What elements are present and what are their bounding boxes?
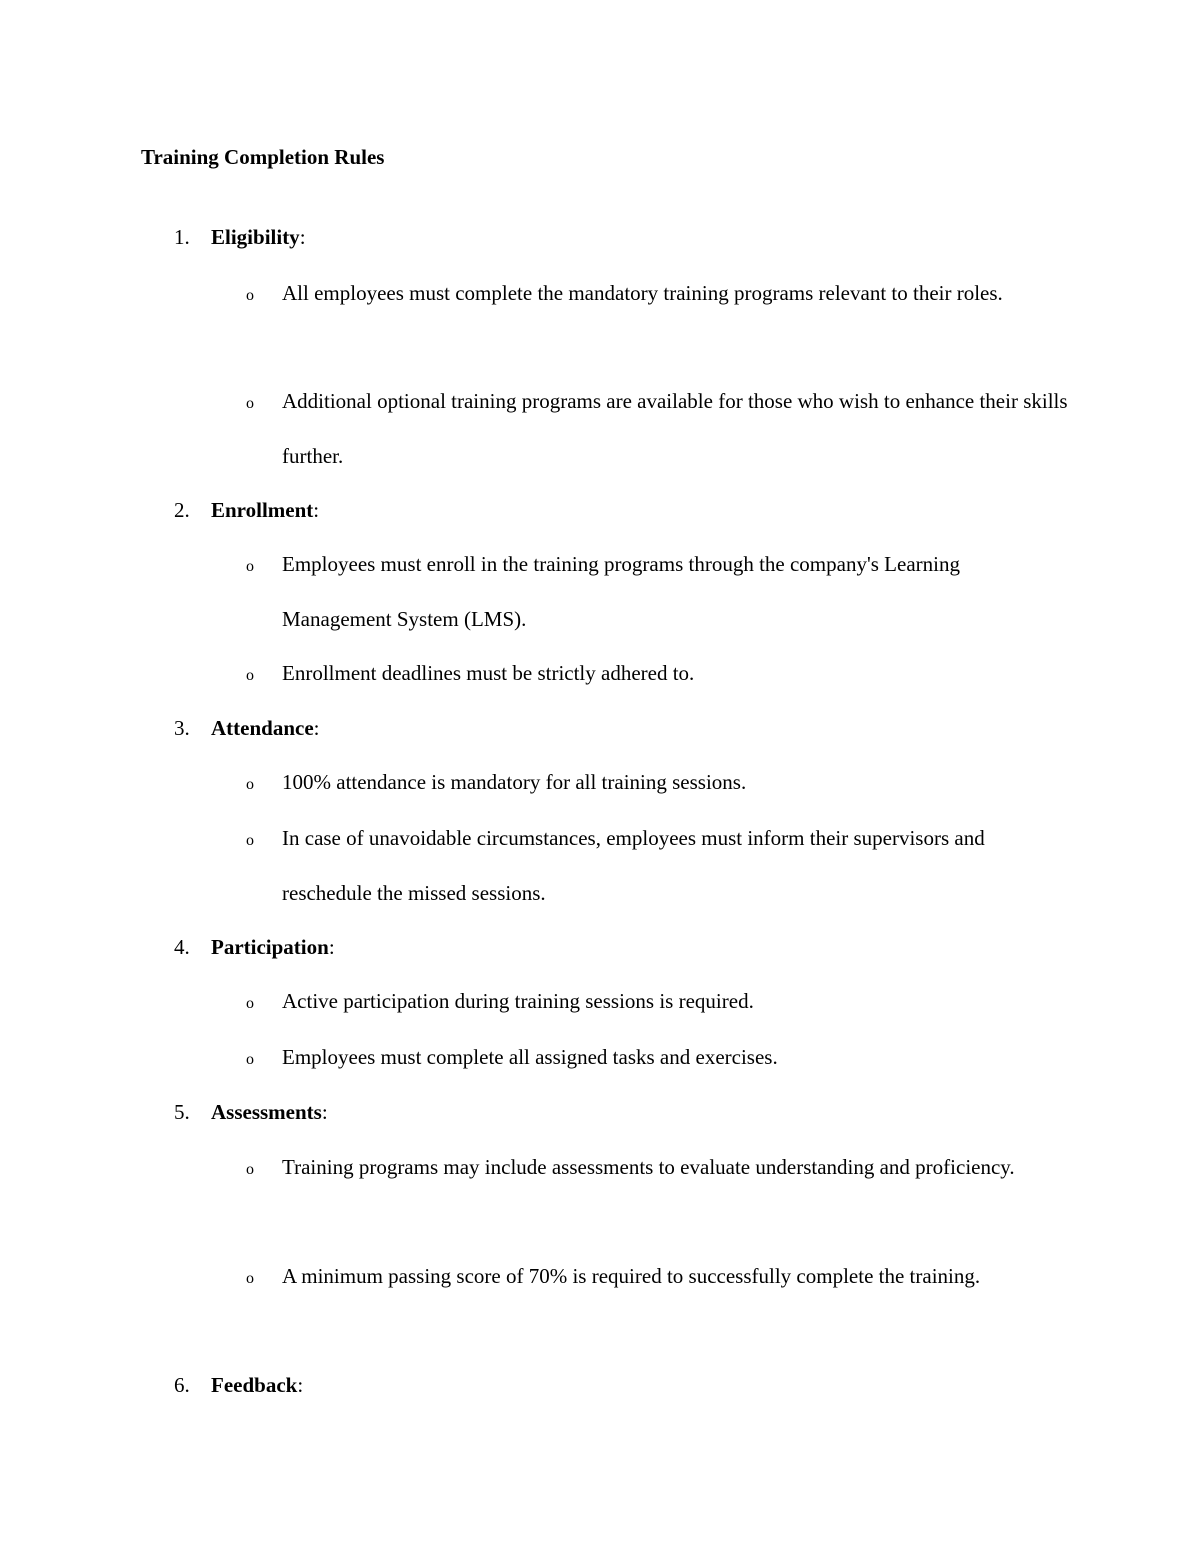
section-heading xyxy=(211,1371,303,1399)
bullet-icon: o xyxy=(246,1161,254,1178)
bullet-text: A minimum passing score of 70% is required to successfully complete the training. xyxy=(282,1264,981,1288)
bullet-text: 100% attendance is mandatory for all training sessions. xyxy=(282,770,747,794)
bullet-icon: o xyxy=(246,287,254,304)
bullet-icon: o xyxy=(246,832,254,849)
section-number: 5. xyxy=(174,1100,190,1124)
heading-colon: : xyxy=(328,935,335,959)
section-number: 6. xyxy=(174,1373,190,1397)
bullet-text: Employees must complete all assigned tasks and exercises. xyxy=(282,1045,778,1069)
section-heading-label: Eligibility xyxy=(211,225,300,249)
section-number: 3. xyxy=(174,716,190,740)
heading-colon: : xyxy=(321,1100,328,1124)
bullet-icon: o xyxy=(246,1051,254,1068)
heading-colon: : xyxy=(299,225,306,249)
section-heading xyxy=(211,223,306,251)
heading-colon: : xyxy=(313,498,320,522)
bullet-text: Additional optional training programs are available for those who wish to enhance their skills further. xyxy=(282,389,1068,468)
bullet-icon: o xyxy=(246,995,254,1012)
section-heading-label: Feedback xyxy=(211,1373,298,1397)
section-heading-label: Participation xyxy=(211,935,329,959)
document-title: Training Completion Rules xyxy=(141,145,385,169)
section-heading xyxy=(211,933,335,961)
section-heading-label: Enrollment xyxy=(211,498,314,522)
section-number: 1. xyxy=(174,225,190,249)
section-heading-label: Attendance xyxy=(211,716,314,740)
bullet-icon: o xyxy=(246,395,254,412)
section-heading xyxy=(211,714,320,742)
bullet-text: All employees must complete the mandatory training programs relevant to their roles. xyxy=(282,281,1003,305)
section-heading xyxy=(211,1098,328,1126)
bullet-text: Training programs may include assessments to evaluate understanding and proficiency. xyxy=(282,1155,1015,1179)
section-number: 2. xyxy=(174,498,190,522)
section-number: 4. xyxy=(174,935,190,959)
heading-colon: : xyxy=(297,1373,304,1397)
bullet-text: Enrollment deadlines must be strictly adhered to. xyxy=(282,661,695,685)
heading-colon: : xyxy=(313,716,320,740)
section-heading-label: Assessments xyxy=(211,1100,322,1124)
bullet-text: Active participation during training sessions is required. xyxy=(282,989,754,1013)
bullet-icon: o xyxy=(246,1270,254,1287)
bullet-text: In case of unavoidable circumstances, employees must inform their supervisors and reschedule the missed sessions. xyxy=(282,826,985,905)
bullet-text: Employees must enroll in the training programs through the company's Learning Management System (LMS). xyxy=(282,552,960,631)
section-heading xyxy=(211,496,319,524)
bullet-icon: o xyxy=(246,667,254,684)
bullet-icon: o xyxy=(246,776,254,793)
bullet-icon: o xyxy=(246,558,254,575)
